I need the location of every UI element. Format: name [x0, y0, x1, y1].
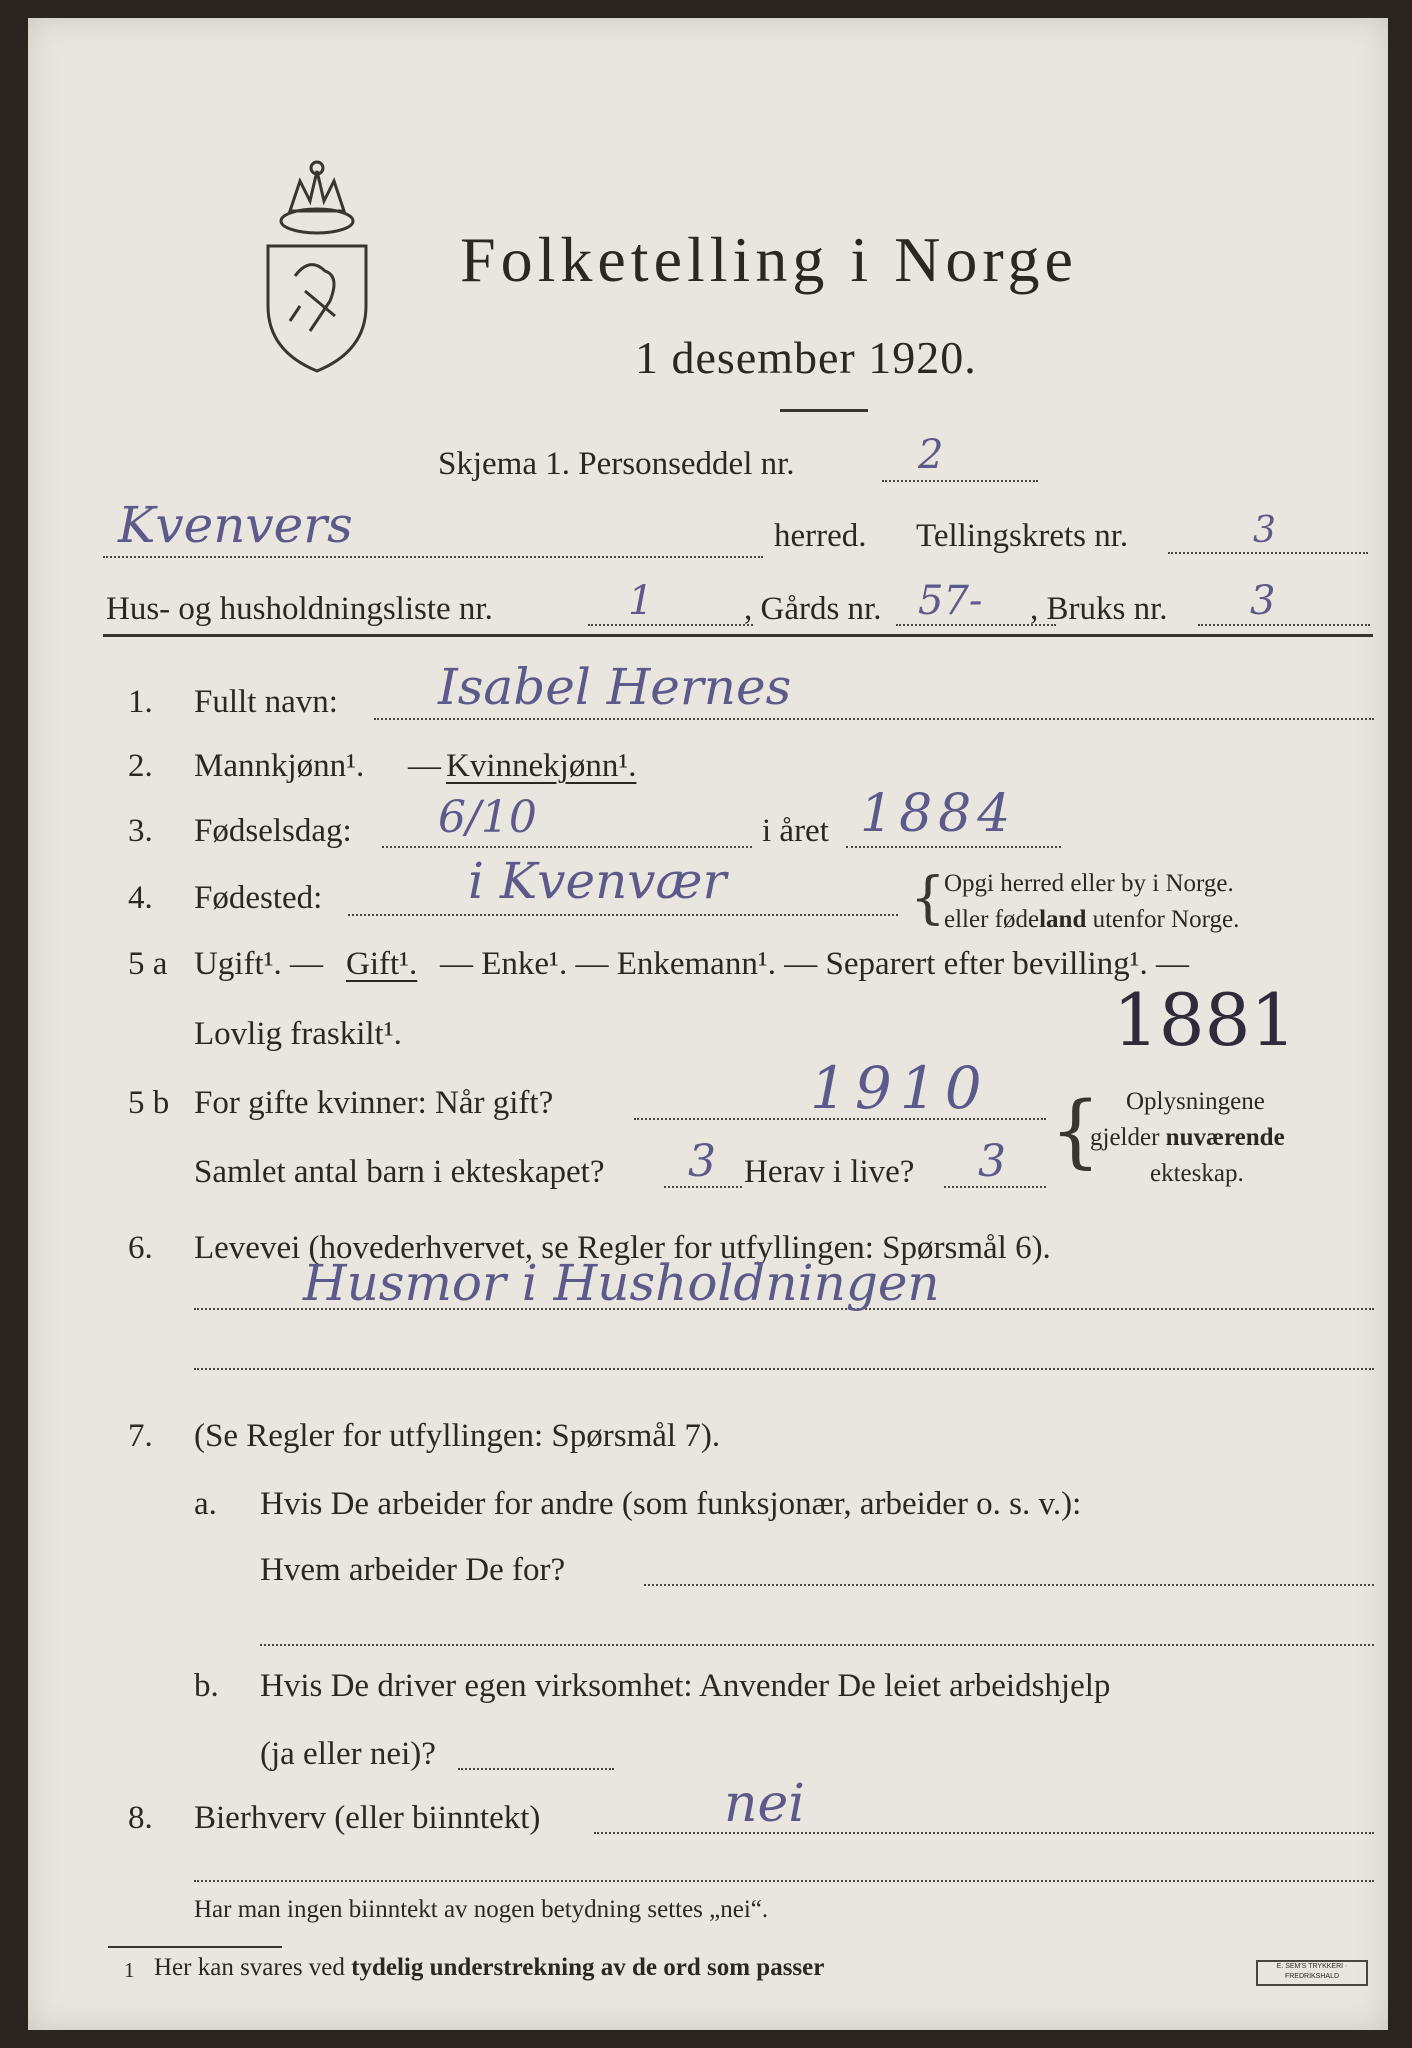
q7b-line [458, 1768, 614, 1770]
q7-label: (Se Regler for utfyllingen: Spørsmål 7). [194, 1418, 721, 1454]
q7a-extra-line [260, 1644, 1374, 1646]
q5b-brace: { [1050, 1084, 1101, 1177]
q5b-note-line1: Oplysningene [1126, 1088, 1265, 1115]
q5b-label: For gifte kvinner: Når gift? [194, 1085, 554, 1121]
q5b-children-value: 3 [688, 1136, 716, 1187]
q8-line [594, 1832, 1374, 1834]
q3-label: Fødselsdag: [194, 813, 352, 849]
footnote-rule [108, 1946, 282, 1948]
q7a-label: Hvis De arbeider for andre (som funksjonær, arbeider o. s. v.): [260, 1486, 1082, 1522]
header-rule [103, 634, 1373, 637]
tellingskrets-nr-value: 3 [1253, 510, 1276, 551]
q4-brace: { [910, 866, 946, 931]
q2-number: 2. [128, 748, 153, 784]
q4-note-line2: eller fødeland utenfor Norge. [944, 906, 1240, 933]
personseddel-line [882, 480, 1038, 482]
q3-answer: 6/10 [438, 792, 537, 843]
footnote-marker: 1 [124, 1958, 135, 1982]
q5b-children-label: Samlet antal barn i ekteskapet? [194, 1154, 605, 1190]
q5b-alive-value: 3 [978, 1136, 1006, 1187]
footnote-text: Her kan svares ved tydelig understrekning av de ord som passer [154, 1954, 825, 1981]
q4-line [348, 914, 898, 916]
q1-label: Fullt navn: [194, 684, 338, 720]
q4-number: 4. [128, 880, 153, 916]
q7a-letter: a. [194, 1486, 217, 1522]
q8-line-2 [194, 1880, 1374, 1882]
herred-line [103, 556, 763, 558]
q5a-lovlig-fraskilt: Lovlig fraskilt¹. [194, 1016, 402, 1052]
q5b-note-line3: ekteskap. [1150, 1160, 1244, 1187]
gards-label: , Gårds nr. [744, 591, 882, 627]
q3-year-label: i året [762, 813, 829, 849]
q4-note-line1: Opgi herred eller by i Norge. [944, 870, 1234, 897]
personseddel-nr-value: 2 [918, 432, 944, 478]
husliste-line [588, 624, 753, 626]
q7b-label: Hvis De driver egen virksomhet: Anvender De leiet arbeidshjelp [260, 1668, 1111, 1704]
q6-answer: Husmor i Husholdningen [303, 1254, 940, 1312]
q5a-number: 5 a [128, 946, 168, 982]
coat-of-arms-icon [260, 156, 375, 376]
husliste-nr-value: 1 [628, 578, 654, 624]
q5a-options: — Enke¹. — Enkemann¹. — Separert efter bevilling¹. — [440, 946, 1190, 982]
q3-date-line [382, 846, 752, 848]
census-date: 1 desember 1920. [635, 332, 977, 383]
q5a-gift-underlined: Gift¹. [346, 946, 418, 982]
q2-male: Mannkjønn¹. [194, 748, 365, 784]
q8-label: Bierhverv (eller biinntekt) [194, 1800, 541, 1836]
q7b-letter: b. [194, 1668, 219, 1704]
q7b-ja-nei-label: (ja eller nei)? [260, 1736, 436, 1772]
q7a-employer-label: Hvem arbeider De for? [260, 1552, 566, 1588]
gards-nr-value: 57- [918, 578, 983, 624]
q5a-margin-note: 1881 [1113, 978, 1297, 1062]
q4-answer: i Kvenvær [468, 852, 727, 910]
bruks-nr-value: 3 [1250, 578, 1276, 624]
q1-line [374, 718, 1374, 720]
tellingskrets-line [1168, 552, 1368, 554]
q5b-note-line2: gjelder nuværende [1090, 1124, 1285, 1151]
herred-value: Kvenvers [118, 496, 353, 554]
q8-number: 8. [128, 1800, 153, 1836]
q1-answer: Isabel Hernes [438, 658, 792, 716]
bruks-line [1198, 624, 1370, 626]
q3-year-value: 1884 [860, 784, 1017, 844]
q6-label: Levevei (hovederhvervet, se Regler for utfyllingen: Spørsmål 6). [194, 1230, 1051, 1266]
title-divider [780, 409, 868, 412]
q7a-employer-line [644, 1584, 1374, 1586]
q5b-number: 5 b [128, 1085, 170, 1121]
q1-number: 1. [128, 684, 153, 720]
tellingskrets-label: Tellingskrets nr. [916, 518, 1129, 554]
q4-label: Fødested: [194, 880, 323, 916]
q5a-ugift: Ugift¹. — [194, 946, 324, 982]
nei-instruction: Har man ingen biinntekt av nogen betydning settes „nei“. [194, 1896, 769, 1923]
herred-label: herred. [774, 518, 867, 554]
husliste-label: Hus- og husholdningsliste nr. [106, 591, 493, 627]
q5b-married-value: 1910 [810, 1054, 990, 1122]
q2-female-underlined: Kvinnekjønn¹. [446, 748, 637, 784]
q8-answer: nei [724, 1774, 805, 1834]
q7-number: 7. [128, 1418, 153, 1454]
census-form-page [28, 18, 1388, 2030]
q3-year-line [846, 846, 1061, 848]
printer-stamp: E. SEM'S TRYKKERI · FREDRIKSHALD [1256, 1960, 1368, 1986]
skjema-label: Skjema 1. Personseddel nr. [438, 446, 795, 482]
form-title: Folketelling i Norge [460, 224, 1078, 295]
q6-number: 6. [128, 1230, 153, 1266]
q6-line-2 [194, 1368, 1374, 1370]
q2-dash: — [408, 748, 441, 784]
bruks-label: , Bruks nr. [1030, 591, 1168, 627]
q3-number: 3. [128, 813, 153, 849]
q5b-alive-label: Herav i live? [744, 1154, 915, 1190]
